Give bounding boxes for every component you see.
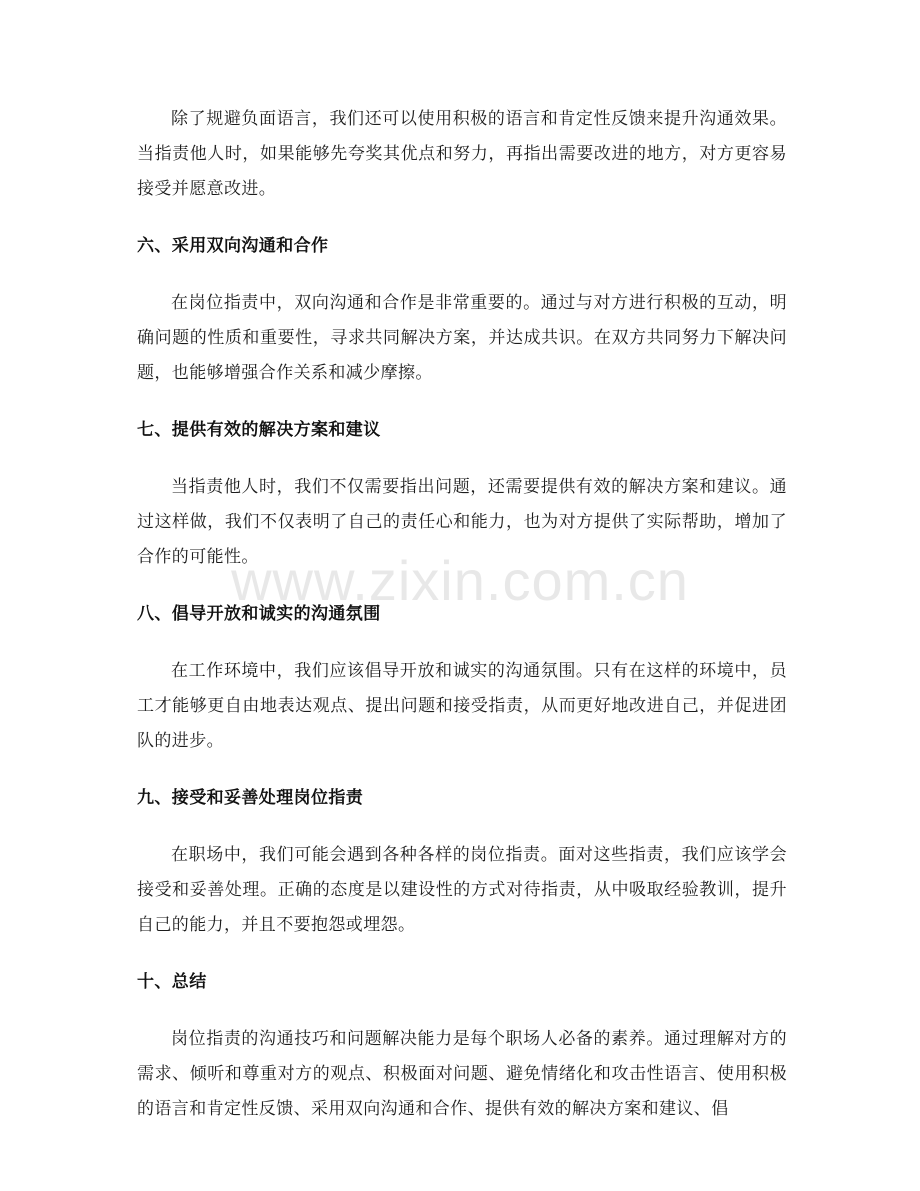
watermark-text: www.zixin.com.cn <box>231 549 689 612</box>
paragraph-section-7: 当指责他人时，我们不仅需要指出问题，还需要提供有效的解决方案和建议。通过这样做，我们不仅表明了自己的责任心和能力，也为对方提供了实际帮助，增加了合作的可能性。 <box>137 477 787 567</box>
paragraph-section-8: 在工作环境中，我们应该倡导开放和诚实的沟通氛围。只有在这样的环境中，员工才能够更自由地表达观点、提出问题和接受指责，从而更好地改进自己，并促进团队的进步。 <box>137 661 787 751</box>
section-heading-8: 八、倡导开放和诚实的沟通氛围 <box>137 604 381 624</box>
paragraph-section-9: 在职场中，我们可能会遇到各种各样的岗位指责。面对这些指责，我们应该学会接受和妥善处理。正确的态度是以建设性的方式对待指责，从中吸取经验教训，提升自己的能力，并且不要抱怨或埋怨。 <box>137 845 787 935</box>
section-heading-7: 七、提供有效的解决方案和建议 <box>137 420 381 440</box>
section-heading-9: 九、接受和妥善处理岗位指责 <box>137 788 364 808</box>
document-body <box>137 102 787 1127</box>
paragraph-section-6: 在岗位指责中，双向沟通和合作是非常重要的。通过与对方进行积极的互动，明确问题的性质和重要性，寻求共同解决方案，并达成共识。在双方共同努力下解决问题，也能够增强合作关系和减少摩擦。 <box>137 293 787 383</box>
section-heading-6: 六、采用双向沟通和合作 <box>137 236 329 256</box>
section-heading-10: 十、总结 <box>137 972 207 992</box>
paragraph-intro: 除了规避负面语言，我们还可以使用积极的语言和肯定性反馈来提升沟通效果。当指责他人时，如果能够先夸奖其优点和努力，再指出需要改进的地方，对方更容易接受并愿意改进。 <box>137 109 787 199</box>
paragraph-section-10: 岗位指责的沟通技巧和问题解决能力是每个职场人必备的素养。通过理解对方的需求、倾听和尊重对方的观点、积极面对问题、避免情绪化和攻击性语言、使用积极的语言和肯定性反馈、采用双向沟通和合作、提供有效的解决方案和建议、倡 <box>137 1029 787 1119</box>
